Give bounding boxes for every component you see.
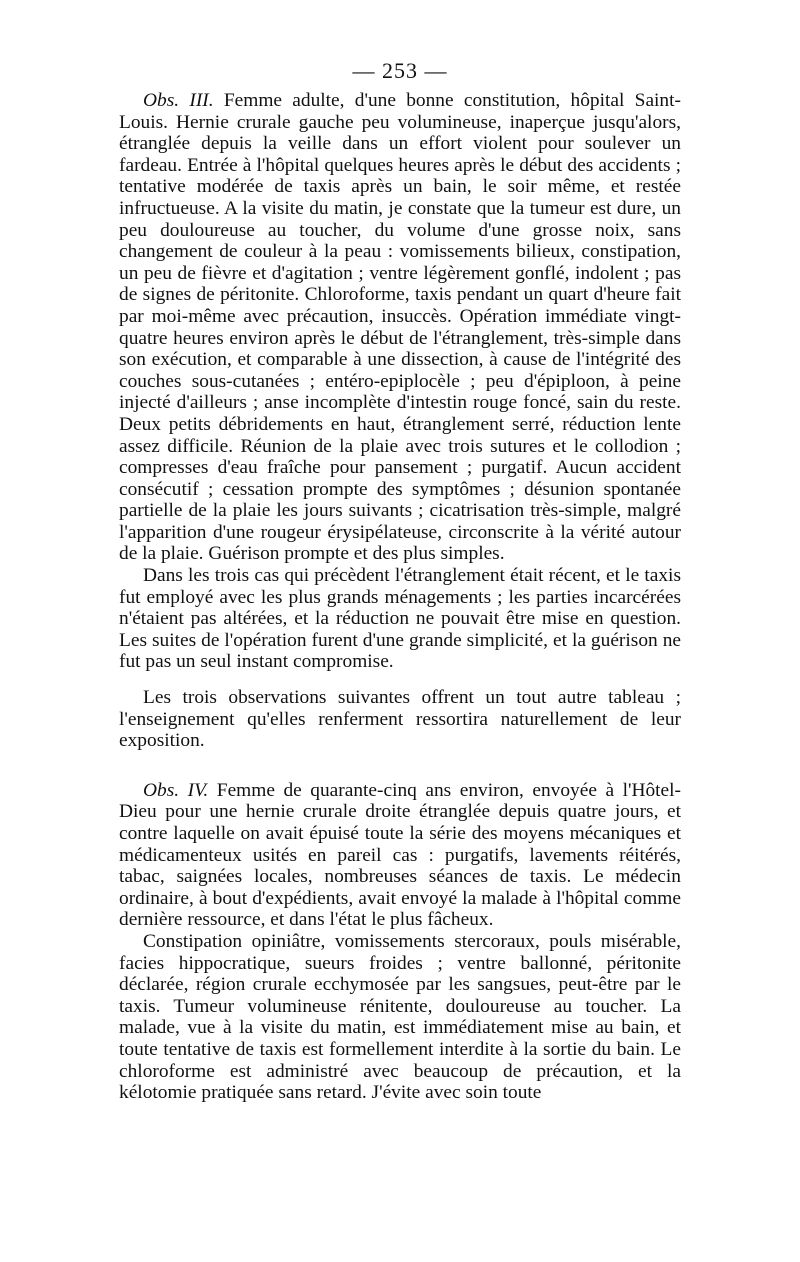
transition-paragraph: Les trois observations suivantes offrent un tout autre tableau ; l'enseignement qu'elles renferment ressortira naturellement de leur exposition.: [119, 687, 681, 752]
observation-label: Obs. IV.: [143, 779, 209, 801]
section-gap: [119, 752, 681, 780]
observation-label: Obs. III.: [143, 90, 214, 111]
page-number: — 253 —: [352, 58, 448, 83]
section-gap: [119, 673, 681, 687]
observation-3: [119, 90, 681, 565]
observation-4: [119, 780, 681, 931]
summary-paragraph: Dans les trois cas qui précèdent l'étranglement était récent, et le taxis fut employé avec les plus grands ménagements ; les parties incarcérées n'étaient pas altérées, et la réduction ne pouvait être mise en question. Les suites de l'opération furent d'une grande simplicité, et la guérison ne fut pas un seul instant compromise.: [119, 565, 681, 673]
observation-text: Femme de quarante-cinq ans environ, envoyée à l'Hôtel-Dieu pour une hernie crurale droite étranglée depuis quatre jours, et contre laquelle on avait épuisé toute la série des moyens mécaniques et médicamenteux usités en pareil cas : purgatifs, lavements réitérés, tabac, saignées locales, nombreuses séances de taxis. Le médecin ordinaire, à bout d'expédients, avait envoyé la malade à l'hôpital comme dernière ressource, et dans l'état le plus fâcheux.: [119, 779, 681, 931]
final-paragraph: Constipation opiniâtre, vomissements stercoraux, pouls misérable, facies hippocratique, sueurs froides ; ventre ballonné, péritonite déclarée, région crurale ecchymosée par les sangsues, peut-être par le taxis. Tumeur volumineuse rénitente, douloureuse au toucher. La malade, vue à la visite du matin, est immédiatement mise au bain, et toute tentative de taxis est formellement interdite à la sortie du bain. Le chloroforme est administré avec beaucoup de précaution, et la kélotomie pratiquée sans retard. J'évite avec soin toute: [119, 930, 681, 1104]
observation-text: Femme adulte, d'une bonne constitution, hôpital Saint-Louis. Hernie crurale gauche peu volumineuse, inaperçue jusqu'alors, étranglée depuis la veille dans un effort violent pour soulever un fardeau. Entrée à l'hôpital quelques heures après le début des accidents ; tentative modérée de taxis après un bain, le soir même, et restée infructueuse. A la visite du matin, je constate que la tumeur est dure, un peu douloureuse au toucher, du volume d'une grosse noix, sans changement de couleur à la peau : vomissements bilieux, constipation, un peu de fièvre et d'agitation ; ventre légèrement gonflé, indolent ; pas de signes de péritonite. Chloroforme, taxis pendant un quart d'heure fait par moi-même avec précaution, insuccès. Opération immédiate vingt-quatre heures environ après le début de l'étranglement, très-simple dans son exécution, et comparable à une dissection, à cause de l'intégrité des couches sous-cutanées ; entéro-epiplocèle ; peu d'épiploon, à peine injecté d'ailleurs ; anse incomplète d'intestin rouge foncé, sain du reste. Deux petits débridements en haut, étranglement serré, réduction lente assez difficile. Réunion de la plaie avec trois sutures et le collodion ; compresses d'eau fraîche pour pansement ; purgatif. Aucun accident consécutif ; cessation prompte des symptômes ; désunion spontanée partielle de la plaie les jours suivants ; cicatrisation très-simple, malgré l'apparition d'une rougeur érysipélateuse, circonscrite à la vérité autour de la plaie. Guérison prompte et des plus simples.: [119, 90, 681, 565]
body-text: [119, 90, 681, 1104]
